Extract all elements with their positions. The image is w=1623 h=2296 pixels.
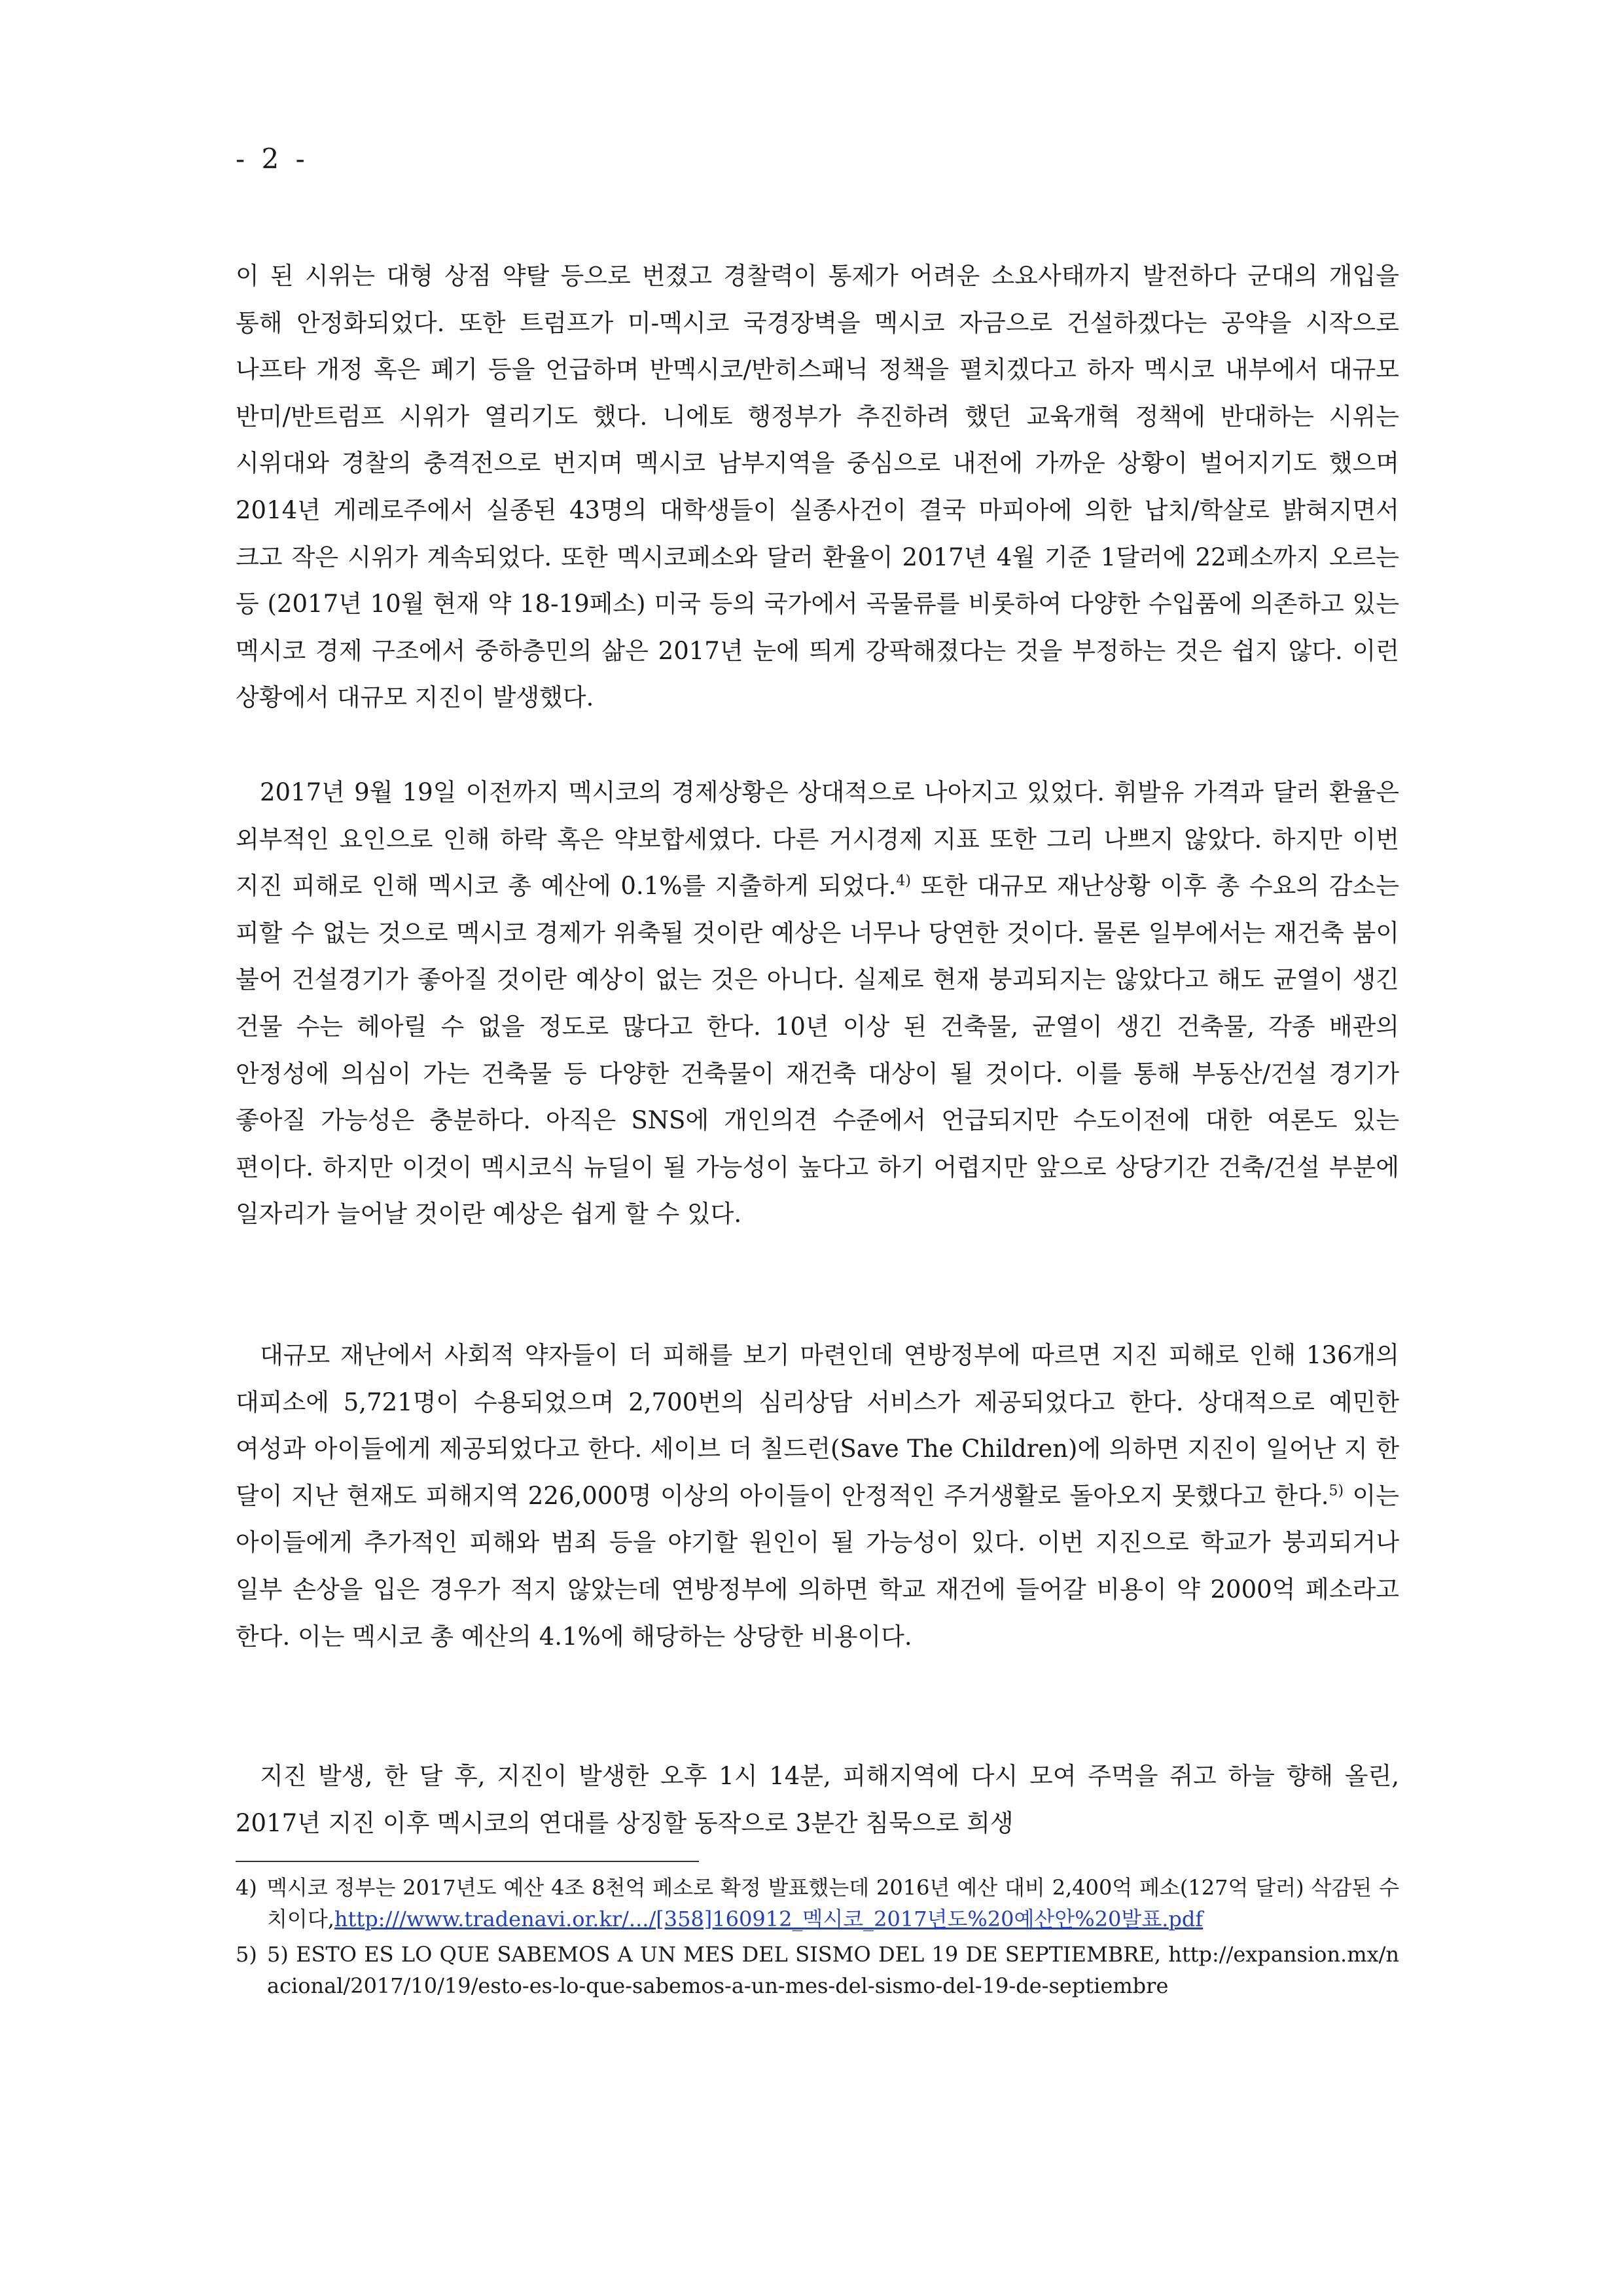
paragraph-vulnerable-text-1: 대규모 재난에서 사회적 약자들이 더 피해를 보기 마련인데 연방정부에 따르면 지진 피해로 인해 136개의 대피소에 5,721명이 수용되었으며 2,700번의 심리상담 서비스가 제공되었다고 한다. 상대적으로 예민한 여성과 아이들에게 제공되었다고 한다. 세이브 더 칠드런(Save The Children)에 의하면 지진이 일어난 지 한 달이 지난 현재도 피해지역 226,000명 이상의 아이들이 안정적인 주거생활로 돌아오지 못했다고 한다. [236, 1341, 1399, 1510]
footnote-5-number: 5) [236, 1942, 257, 1967]
footnote-4 [236, 1872, 1399, 1935]
paragraph-economy-text-1: 2017년 9월 19일 이전까지 멕시코의 경제상황은 상대적으로 나아지고 있었다. 휘발유 가격과 달러 환율은 외부적인 요인으로 인해 하락 혹은 약보합세였다. 다른 거시경제 지표 또한 그리 나쁘지 않았다. 하지만 이번 지진 피해로 인해 멕시코 총 예산에 0.1%를 지출하게 되었다. [236, 778, 1399, 901]
paragraph-vulnerable-groups [236, 1332, 1399, 1660]
footnote-4-text: 멕시코 정부는 2017년도 예산 4조 8천억 페소로 확정 발표했는데 2016년 예산 대비 2,400억 페소(127억 달러) 삭감된 수치이다, [267, 1875, 1399, 1931]
paragraph-protests: 이 된 시위는 대형 상점 약탈 등으로 번졌고 경찰력이 통제가 어려운 소요사태까지 발전하다 군대의 개입을 통해 안정화되었다. 또한 트럼프가 미-멕시코 국경장벽을 멕시코 자금으로 건설하겠다는 공약을 시작으로 나프타 개정 혹은 폐기 등을 언급하며 반멕시코/반히스패닉 정책을 펼치겠다고 하자 멕시코 내부에서 대규모 반미/반트럼프 시위가 열리기도 했다. 니에토 행정부가 추진하려 했던 교육개혁 정책에 반대하는 시위는 시위대와 경찰의 충격전으로 번지며 멕시코 남부지역을 중심으로 내전에 가까운 상황이 벌어지기도 했으며 2014년 게레로주에서 실종된 43명의 대학생들이 실종사건이 결국 마피아에 의한 납치/학살로 밝혀지면서 크고 작은 시위가 계속되었다. 또한 멕시코페소와 달러 환율이 2017년 4월 기준 1달러에 22페소까지 오르는 등 (2017년 10월 현재 약 18-19페소) 미국 등의 국가에서 곡물류를 비롯하여 다양한 수입품에 의존하고 있는 멕시코 경제 구조에서 중하층민의 삶은 2017년 눈에 띄게 강팍해졌다는 것을 부정하는 것은 쉽지 않다. 이런 상황에서 대규모 지진이 발생했다. [236, 262, 1399, 712]
footnote-4-body [267, 1872, 1399, 1935]
footnote-5-text: 5) ESTO ES LO QUE SABEMOS A UN MES DEL SISMO DEL 19 DE SEPTIEMBRE, http://expansion.mx/nacional/2017/10/19/esto-es-lo-que-sabemos-a-un-mes-del-sismo-del-19-de-septiembre [267, 1942, 1399, 1998]
paragraph-vulnerable-text-2: 이는 아이들에게 추가적인 피해와 범죄 등을 야기할 원인이 될 가능성이 있다. 이번 지진으로 학교가 붕괴되거나 일부 손상을 입은 경우가 적지 않았는데 연방정부에 의하면 학교 재건에 들어갈 비용이 약 2000억 페소라고 한다. 이는 멕시코 총 예산의 4.1%에 해당하는 상당한 비용이다. [236, 1481, 1399, 1651]
paragraph-solidarity: 지진 발생, 한 달 후, 지진이 발생한 오후 1시 14분, 피해지역에 다시 모여 주먹을 쥐고 하늘 향해 올린, 2017년 지진 이후 멕시코의 연대를 상징할 동작으로 3분간 침묵으로 희생 [236, 1762, 1399, 1837]
footnote-4-number: 4) [236, 1875, 257, 1900]
paragraph-economy-text-2: 또한 대규모 재난상황 이후 총 수요의 감소는 피할 수 없는 것으로 멕시코 경제가 위축될 것이란 예상은 너무나 당연한 것이다. 물론 일부에서는 재건축 붐이 불어 건설경기가 좋아질 것이란 예상이 없는 것은 아니다. 실제로 현재 붕괴되지는 않았다고 해도 균열이 생긴 건물 수는 헤아릴 수 없을 정도로 많다고 한다. 10년 이상 된 건축물, 균열이 생긴 건축물, 각종 배관의 안정성에 의심이 가는 건축물 등 다양한 건축물이 재건축 대상이 될 것이다. 이를 통해 부동산/건설 경기가 좋아질 가능성은 충분하다. 아직은 SNS에 개인의견 수준에서 언급되지만 수도이전에 대한 여론도 있는 편이다. 하지만 이것이 멕시코식 뉴딜이 될 가능성이 높다고 하기 어렵지만 앞으로 상당기간 건축/건설 부분에 일자리가 늘어날 것이란 예상은 쉽게 할 수 있다. [236, 872, 1399, 1229]
page-number: - 2 - [236, 143, 309, 175]
footnote-divider [236, 1861, 699, 1862]
footnote-5 [236, 1939, 1399, 2001]
footnote-ref-4[interactable]: 4) [896, 872, 911, 889]
paragraph-economy [236, 769, 1399, 1238]
footnote-4-link[interactable]: http:///www.tradenavi.or.kr/.../[358]160912_멕시코_2017년도%20예산안%20발표.pdf [334, 1907, 1204, 1931]
footnotes [236, 1872, 1399, 2005]
footnote-ref-5[interactable]: 5) [1329, 1482, 1344, 1499]
